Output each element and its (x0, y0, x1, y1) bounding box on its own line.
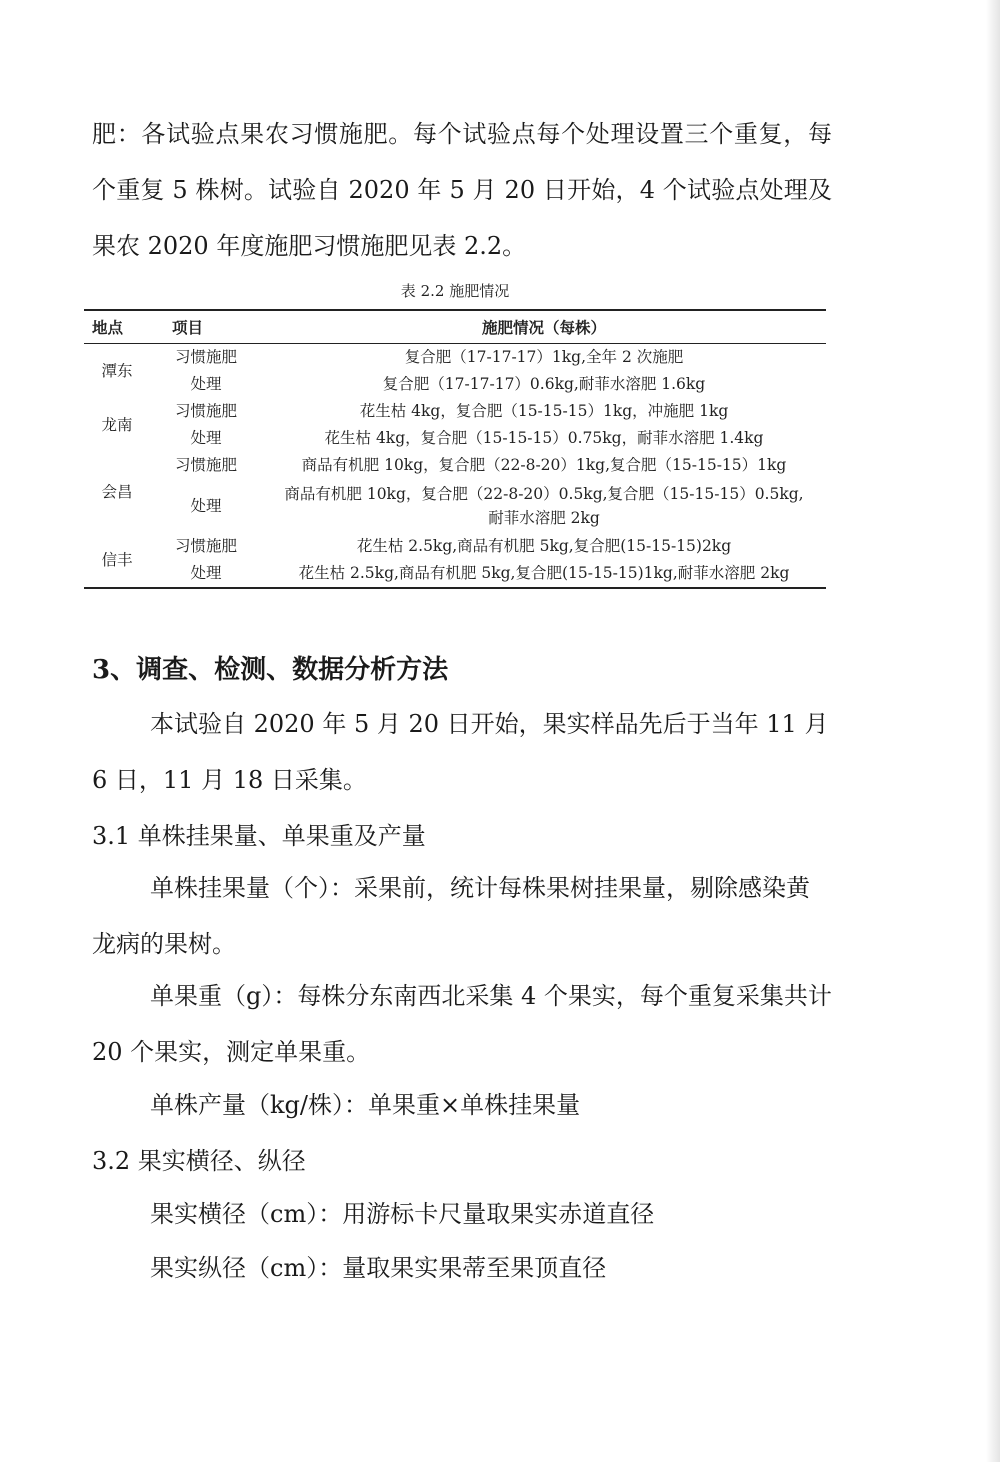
site-cell: 龙南 (101, 415, 133, 434)
desc-line-continued: 耐菲水溶肥 2kg (488, 509, 600, 527)
table-row (84, 560, 826, 588)
table-row (84, 344, 826, 372)
item-cell: 习惯施肥 (174, 402, 237, 420)
table-header-row (84, 310, 826, 344)
table-row (84, 398, 826, 425)
subsection-heading: 3.2 果实横径、纵径 (92, 1147, 306, 1175)
item-cell: 处理 (190, 429, 222, 447)
desc-cell: 花生枯 4kg，复合肥（15-15-15）0.75kg，耐菲水溶肥 1.4kg (324, 429, 764, 447)
section-intro-paragraph: 本试验自 2020 年 5 月 20 日开始，果实样品先后于当年 11 月 6 日，11 月 18 日采集。 (92, 710, 829, 794)
item-cell: 习惯施肥 (174, 456, 237, 474)
table-row (84, 452, 826, 479)
desc-cell: 复合肥（17-17-17）0.6kg,耐菲水溶肥 1.6kg (382, 375, 706, 393)
desc-cell: 复合肥（17-17-17）1kg,全年 2 次施肥 (404, 348, 684, 366)
desc-cell: 花生枯 2.5kg,商品有机肥 5kg,复合肥(15-15-15)2kg (356, 537, 732, 555)
fruit-count-paragraph: 单株挂果量（个）：采果前，统计每株果树挂果量，剔除感染黄龙病的果树。 (92, 874, 810, 958)
fertilization-table (84, 309, 826, 589)
fruit-weight-paragraph: 单果重（g）：每株分东南西北采集 4 个果实，每个重复采集共计 20 个果实，测定单果重。 (92, 982, 832, 1066)
item-cell: 习惯施肥 (174, 348, 237, 366)
subsection-heading: 3.1 单株挂果量、单果重及产量 (92, 822, 426, 850)
item-cell: 处理 (190, 496, 222, 515)
transverse-diameter-paragraph: 果实横径（cm）：用游标卡尺量取果实赤道直径 (150, 1200, 655, 1228)
desc-cell: 花生枯 4kg，复合肥（15-15-15）1kg，冲施肥 1kg (359, 402, 729, 420)
table-caption: 表 2.2 施肥情况 (400, 282, 510, 300)
table-row (84, 533, 826, 560)
desc-cell (262, 479, 826, 533)
site-cell: 信丰 (101, 550, 133, 569)
desc-cell: 商品有机肥 10kg，复合肥（22-8-20）1kg,复合肥（15-15-15）1kg (301, 456, 787, 474)
header-desc: 施肥情况（每株） (481, 318, 606, 337)
longitudinal-diameter-paragraph: 果实纵径（cm）：量取果实果蒂至果顶直径 (150, 1254, 607, 1282)
intro-paragraph: 肥：各试验点果农习惯施肥。每个试验点每个处理设置三个重复，每个重复 5 株树。试验自 2020 年 5 月 20 日开始，4 个试验点处理及果农 2020 年度施肥习惯施肥见表 2.2。 (92, 120, 832, 260)
item-cell: 习惯施肥 (174, 537, 237, 555)
yield-paragraph: 单株产量（kg/株）：单果重×单株挂果量 (150, 1091, 581, 1119)
desc-cell: 花生枯 2.5kg,商品有机肥 5kg,复合肥(15-15-15)1kg,耐菲水溶肥 2kg (298, 564, 790, 582)
item-cell: 处理 (190, 375, 222, 393)
header-item: 项目 (172, 318, 204, 337)
item-cell: 处理 (190, 564, 222, 582)
desc-line: 商品有机肥 10kg，复合肥（22-8-20）0.5kg,复合肥（15-15-15）0.5kg, (284, 485, 804, 503)
site-cell: 会昌 (101, 483, 133, 501)
header-site: 地点 (92, 318, 124, 337)
page-edge-shadow (986, 0, 1000, 1462)
table-row (84, 371, 826, 398)
site-cell: 潭东 (101, 361, 133, 380)
section-heading: 3、调查、检测、数据分析方法 (92, 655, 449, 685)
table-row (84, 425, 826, 452)
table-row (84, 479, 826, 533)
